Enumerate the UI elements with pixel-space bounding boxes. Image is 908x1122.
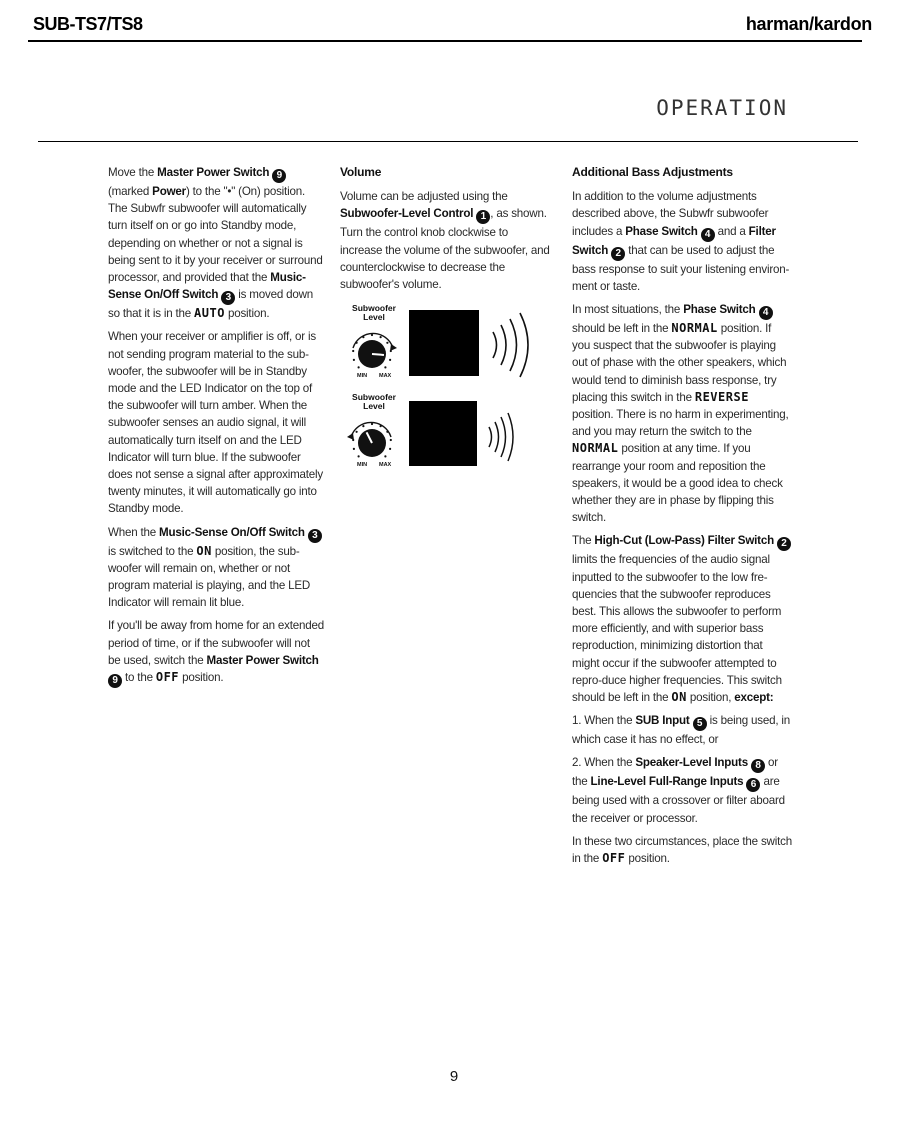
paragraph: The High-Cut (Low-Pass) Filter Switch 2 limits the frequencies of the audio signal inputted to the subwoofer to the low fre-quencies that the subwoofer reproduces best. This allows the subwoofer to perform more efficiently, and with superior bass reproduction, minimizing distortion that might occur if the subwoofer attempted to repro-duce higher frequencies. This switch should be left in the ON position, except:	[572, 532, 792, 706]
bass-adjustments-heading: Additional Bass Adjustments	[572, 165, 733, 179]
knob-label: Subwoofer Level	[352, 303, 396, 322]
knob-pointer	[372, 354, 384, 355]
knob-tick	[353, 359, 355, 361]
knob-tick	[353, 448, 355, 450]
column-left	[108, 164, 324, 694]
paragraph: When your receiver or amplifier is off, or is not sending program material to the sub-woofer, the subwoofer will be in Standby mode and the LED Indicator on the top of the subwoofer will turn amber. When the subwoofer senses an audio signal, it will automatically turn itself on and the LED Indicator will turn blue. If the subwoofer does not sense a signal after approximately twenty minutes, it will automatically go into Standby mode.	[108, 330, 324, 516]
knob-tick	[362, 425, 364, 427]
min-label: MIN	[357, 462, 368, 468]
knob-tick	[390, 439, 392, 441]
paragraph: When the Music-Sense On/Off Switch 3 is switched to the ON position, the sub-woofer will remain on, whether or not program material is playing, and the LED Indicator will remain lit blue.	[108, 524, 324, 612]
callout-number: 2	[611, 247, 625, 261]
knob-tick	[356, 431, 358, 433]
volume-knob-icon	[345, 322, 403, 380]
callout-number: 3	[221, 291, 235, 305]
list-item: 2. When the Speaker-Level Inputs 8 or the Line-Level Full-Range Inputs 6 are being used with a crossover or filter aboard the receiver or processor.	[572, 756, 785, 825]
callout-number: 3	[308, 529, 322, 543]
paragraph: Move the Master Power Switch 9 (marked Power) to the "•" (On) position. The Subwfr subwoofer will automatically turn itself on or go into Standby mode, depending on whether or not a signal is being sent to it by your receiver or surround processor, and provided that the Music-Sense On/Off Switch 3 is moved down so that it is in the AUTO position.	[108, 166, 323, 321]
arrow-head-icon	[390, 344, 397, 351]
knob-tick	[386, 342, 388, 344]
sound-waves-small-icon	[487, 399, 549, 469]
section-rule	[38, 141, 858, 142]
brand-logo: harman/kardon	[745, 14, 872, 34]
model-name: SUB-TS7/TS8	[33, 14, 143, 34]
callout-number: 9	[272, 169, 286, 183]
callout-number: 6	[746, 778, 760, 792]
knob-tick	[371, 423, 373, 425]
knob-tick	[358, 366, 360, 368]
paragraph: In these two circumstances, place the switch in the OFF position.	[572, 834, 792, 866]
sound-waves-large-icon	[487, 310, 549, 380]
max-label: MAX	[379, 373, 392, 379]
knob-tick	[380, 336, 382, 338]
paragraph: In most situations, the Phase Switch 4 should be left in the NORMAL position. If you suspect that the subwoofer is playing out of phase with the other speakers, which would tend to diminish bass response, try placing this switch in the REVERSE position. There is no harm in experimenting, and you may return the switch to the NORMAL position at any time. If you rearrange your room and reposition the speakers, it would be a good idea to check whether they are in phase by flipping this switch.	[572, 303, 789, 525]
page-number: 9	[449, 1068, 459, 1085]
callout-number: 4	[701, 228, 715, 242]
callout-number: 5	[693, 717, 707, 731]
knob-tick	[358, 455, 360, 457]
knob-tick	[389, 359, 391, 361]
callout-number: 1	[476, 210, 490, 224]
paragraph: Volume can be adjusted using the Subwoofer-Level Control 1 , as shown. Turn the control knob clockwise to increase the volume of the subwoofer, and counterclockwise to decrease the subwoofer's volume.	[340, 190, 550, 292]
knob-tick	[352, 350, 354, 352]
volume-heading: Volume	[340, 165, 382, 179]
volume-knob-icon	[345, 411, 403, 469]
callout-number: 2	[777, 537, 791, 551]
column-middle	[340, 164, 550, 299]
section-title: OPERATION	[656, 96, 788, 120]
paragraph: If you'll be away from home for an extended period of time, or if the subwoofer will not be used, switch the Master Power Switch 9 to the OFF position.	[108, 619, 324, 687]
paragraph: In addition to the volume adjustments described above, the Subwfr subwoofer includes a Phase Switch 4 and a Filter Switch 2 that can be used to adjust the bass response to suit your listening environ-ment or taste.	[572, 190, 790, 293]
knob-tick	[389, 448, 391, 450]
knob-tick	[384, 366, 386, 368]
callout-number: 9	[108, 674, 122, 688]
column-right	[572, 164, 792, 873]
volume-illustration-low	[345, 393, 555, 473]
knob-tick	[371, 334, 373, 336]
subwoofer-box	[409, 310, 479, 376]
volume-illustration-high	[345, 304, 555, 384]
subwoofer-box	[409, 401, 477, 466]
list-item: 1. When the SUB Input 5 is being used, in which case it has no effect, or	[572, 714, 791, 747]
callout-number: 8	[751, 759, 765, 773]
header-rule	[28, 40, 862, 42]
arrow-head-icon	[347, 433, 354, 440]
knob-label: Subwoofer Level	[352, 392, 396, 411]
min-label: MIN	[357, 373, 368, 379]
callout-number: 4	[759, 306, 773, 320]
max-label: MAX	[379, 462, 392, 468]
knob-tick	[384, 455, 386, 457]
